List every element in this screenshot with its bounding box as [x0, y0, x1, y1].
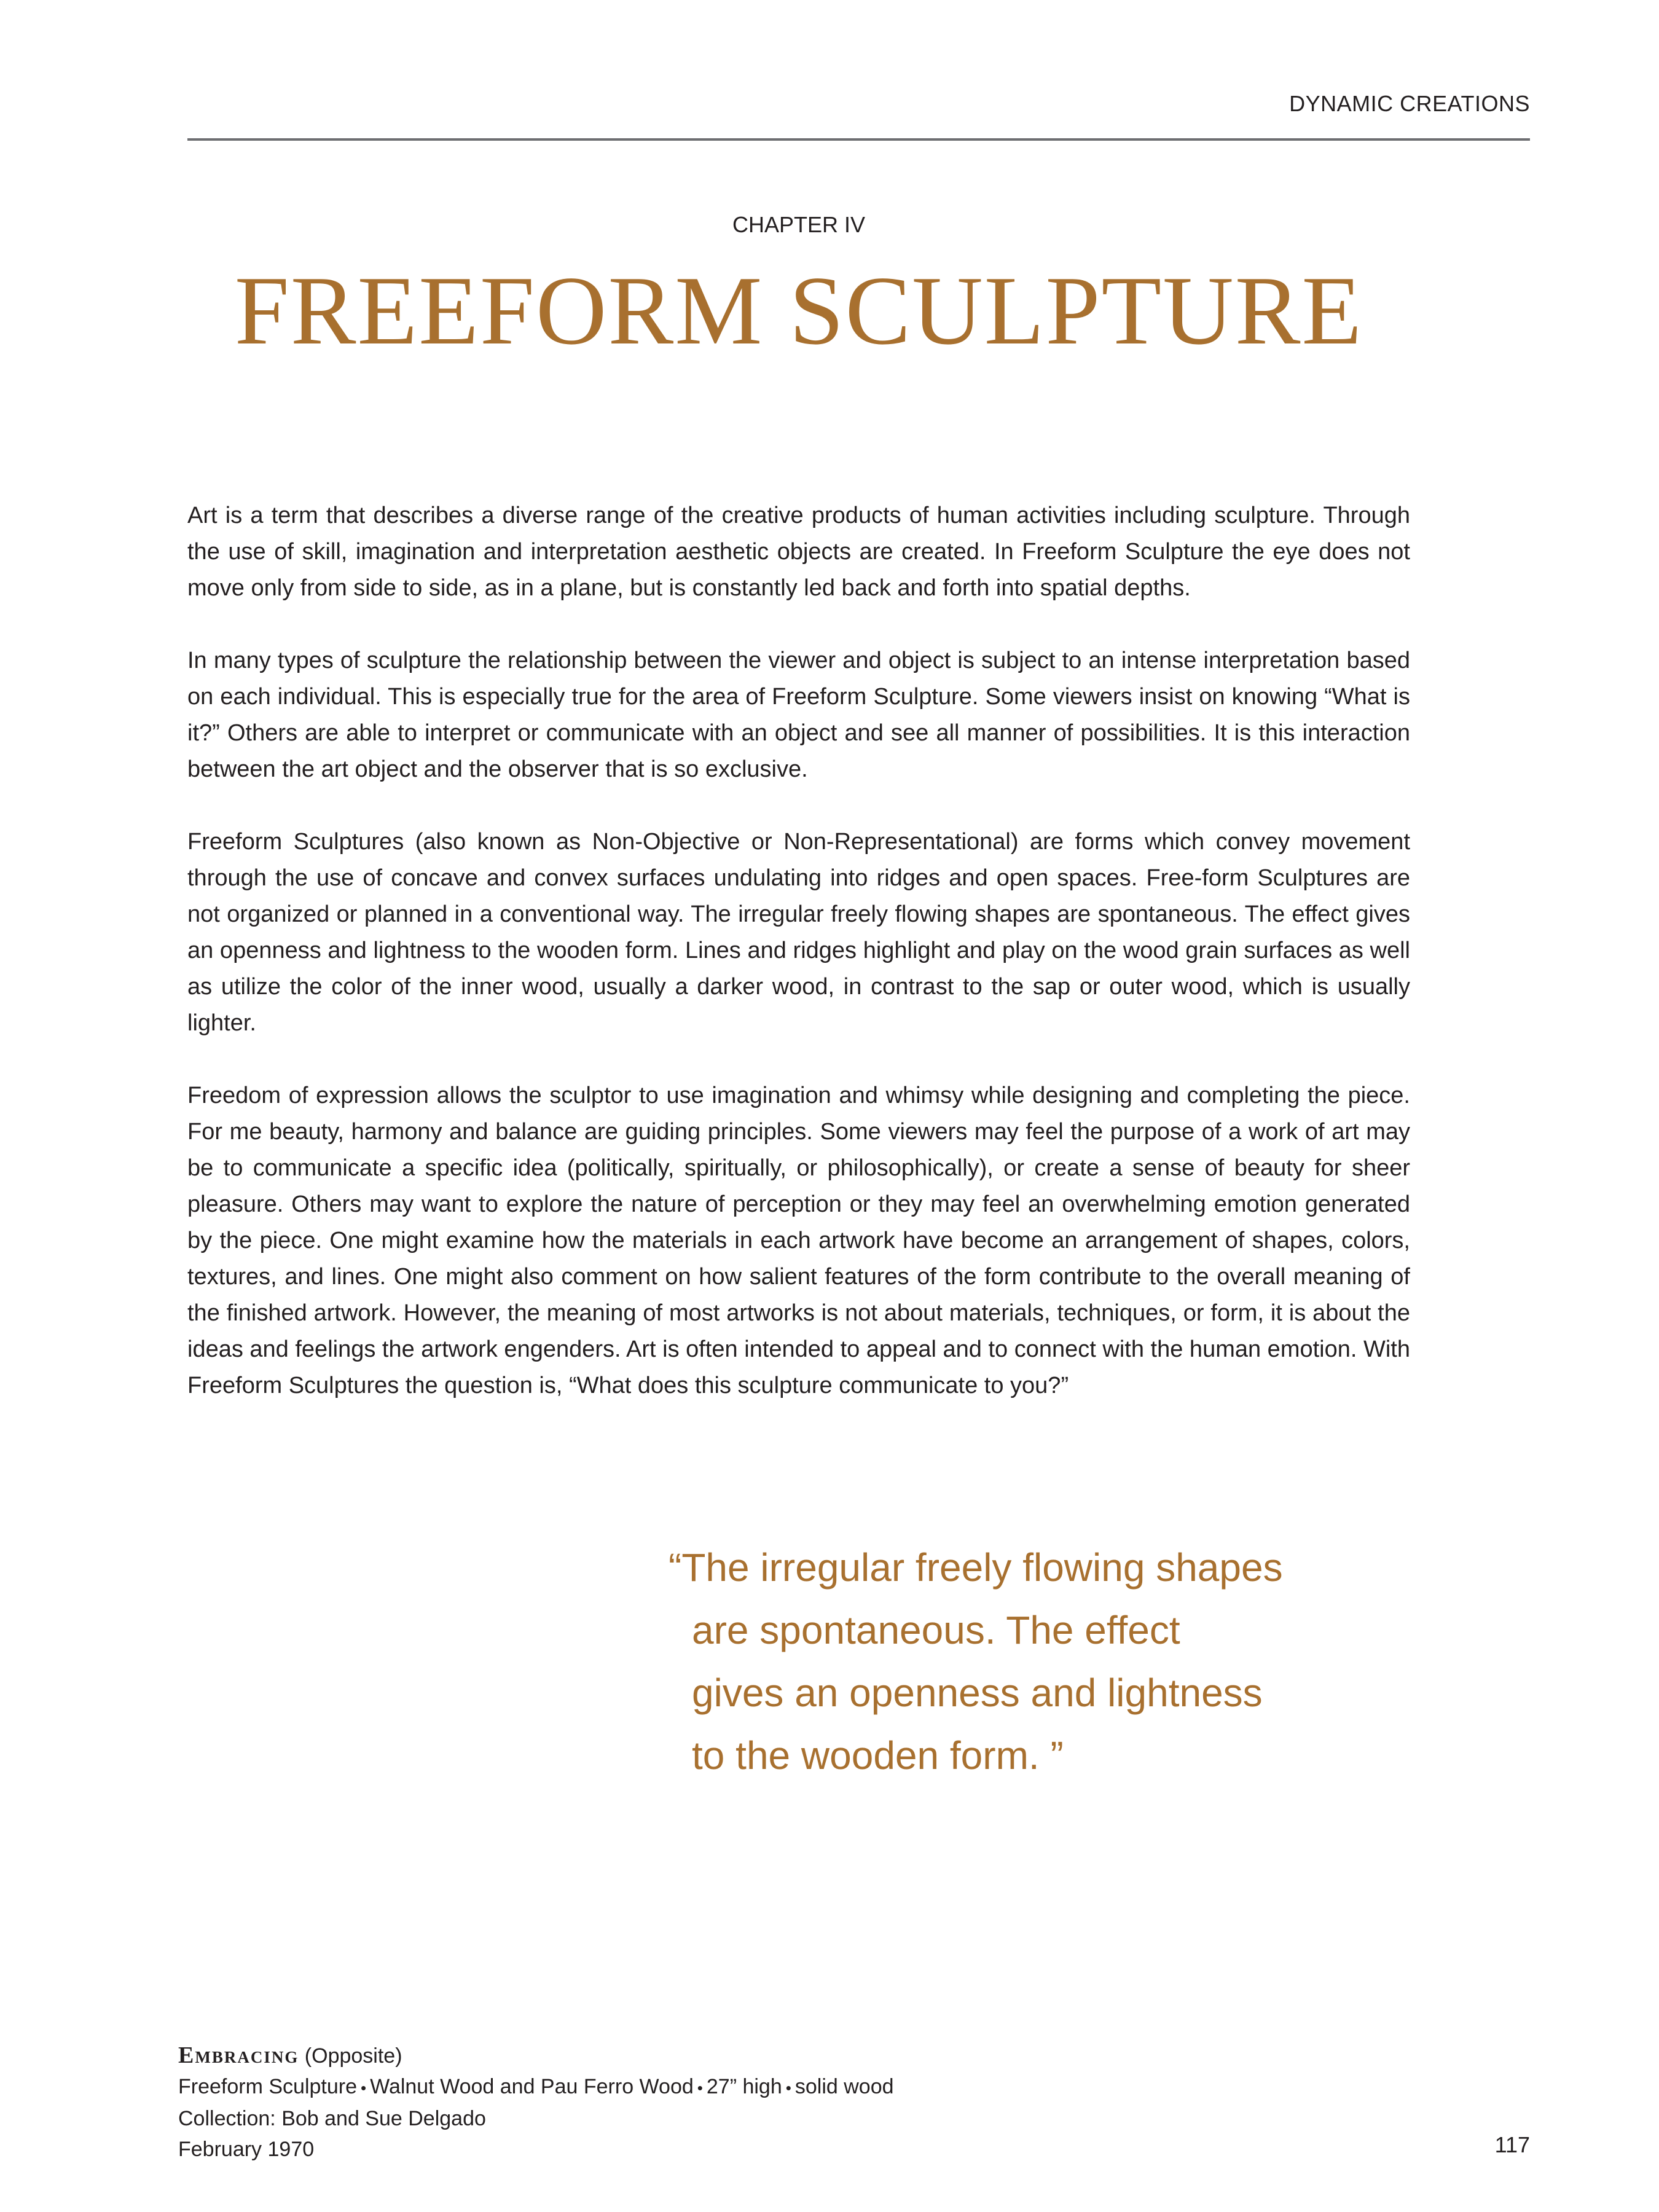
figure-caption	[178, 2040, 894, 2165]
header-rule	[187, 138, 1530, 141]
pull-quote-line: gives an openness and lightness	[692, 1671, 1263, 1715]
piece-name: Embracing	[178, 2042, 299, 2068]
bullet-separator: •	[785, 2079, 791, 2098]
pull-quote-line: to the wooden form. ”	[692, 1733, 1064, 1778]
chapter-label: CHAPTER IV	[732, 212, 866, 237]
caption-medium-part: Freeform Sculpture	[178, 2075, 357, 2098]
page-number: 117	[1494, 2132, 1530, 2157]
caption-medium-part: Walnut Wood and Pau Ferro Wood	[370, 2075, 694, 2098]
pull-quote	[669, 1536, 1344, 1787]
pull-quote-line: are spontaneous. The effect	[692, 1608, 1180, 1652]
paragraph: In many types of sculpture the relationship between the viewer and object is subject to an intense interpretation based on each individual. This is especially true for the area of Freeform Sculpture. Some viewers insist on knowing “What is it?” Others are able to interpret or communicate with an object and see all manner of possibilities. It is this interaction between the art object and the observer that is so exclusive.	[187, 648, 1410, 782]
bullet-separator: •	[361, 2079, 367, 2098]
caption-date: February 1970	[178, 2138, 315, 2162]
paragraph: Freedom of expression allows the sculptor to use imagination and whimsy while designing and completing the piece. For me beauty, harmony and balance are guiding principles. Some viewers may feel the purpose of a work of art may be to communicate a specific idea (politically, spiritually, or philosophically), or create a sense of beauty for sheer pleasure. Others may want to explore the nature of perception or they may feel an overwhelming emotion generated by the piece. One might examine how the materials in each artwork have become an arrangement of shapes, colors, textures, and lines. One might also comment on how salient features of the form contribute to the overall meaning of the finished artwork. However, the meaning of most artworks is not about materials, techniques, or form, it is about the ideas and feelings the artwork engenders. Art is often intended to appeal and to connect with the human emotion. With Freeform Sculptures the question is, “What does this sculpture communicate to you?”	[187, 1083, 1410, 1398]
body-text	[187, 498, 1410, 1440]
running-head: DYNAMIC CREATIONS	[1289, 91, 1530, 116]
caption-placement: (Opposite)	[304, 2044, 402, 2068]
bullet-separator: •	[697, 2079, 703, 2098]
caption-medium-part: solid wood	[794, 2075, 894, 2098]
caption-medium-part: 27” high	[706, 2075, 782, 2098]
paragraph: Art is a term that describes a diverse range of the creative products of human activities including sculpture. Through the use of skill, imagination and interpretation aesthetic objects are created. In Freeform Sculpture the eye does not move only from side to side, as in a plane, but is constantly led back and forth into spatial depths.	[187, 503, 1410, 601]
chapter-title: FREEFORM SCULPTURE	[234, 256, 1363, 365]
pull-quote-line: “The irregular freely flowing shapes	[669, 1545, 1283, 1590]
caption-title-line	[178, 2040, 894, 2071]
paragraph: Freeform Sculptures (also known as Non-Objective or Non-Representational) are forms which convey movement through the use of concave and convex surfaces undulating into ridges and open spaces. Free-form Sculptures are not organized or planned in a conventional way. The irregular freely flowing shapes are spontaneous. The effect gives an openness and lightness to the wooden form. Lines and ridges highlight and play on the wood grain surfaces as well as utilize the color of the inner wood, usually a darker wood, in contrast to the sap or outer wood, which is usually lighter.	[187, 829, 1410, 1036]
caption-medium	[178, 2071, 894, 2103]
caption-collection: Collection: Bob and Sue Delgado	[178, 2107, 486, 2131]
